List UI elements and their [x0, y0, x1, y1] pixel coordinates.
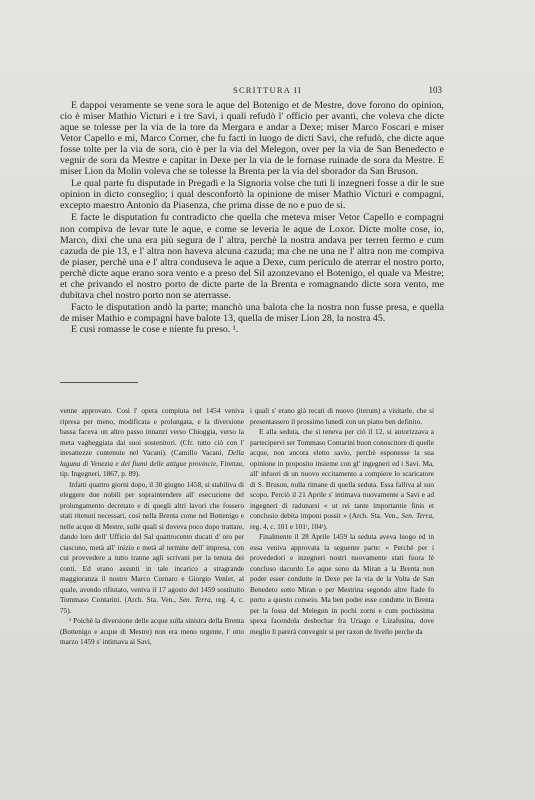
main-paragraph-2: Le qual parte fu disputade in Pregadi e la Signoria volse che tuti li inzegneri fosse a dir le sue opinion in dicto conseglio; i qual desconfortò la opinione de miser Mathio Victuri e compagni, excepto maestro Antonio da Piasenza, che prima disse de no e puo de si.: [60, 178, 444, 212]
page-header: [0, 85, 535, 97]
footnote-paragraph: i quali s' erano già recati di nuovo (iterum) a visitarle, che si presentassero il prossimo lunedì con un piano ben definito.: [250, 406, 434, 426]
main-paragraph-4: Facto le disputation andò la parte; manchò una balota che la nostra non fusse presa, e quella de miser Mathio e compagni have balote 13, quella de miser Lion 28, la nostra 45.: [60, 301, 444, 324]
page-number: 103: [428, 85, 442, 95]
footnote-text: E alla seduta, che si teneva per ciò il 12, si autorizzava a partecipervi ser Tommaso Contarini buon conoscitore di quelle acque, non ancora eletto savio, perchè esponesse la sua opinione in proposito insieme con gl' ingegneri ed i Savi. Ma, all' infuori di un nuovo eccitamento a compiere lo scaricatore di S. Bruson, nulla rimane di quella seduta. Essa falliva al suo scopo. Perciò il 21 Aprile s' intimava nuovamente a Savi e ad ingegneri di radunarsi « ut rei tante importantie finis et conclusio debita imponi possit » (Arch. Sta. Ven.,: [250, 427, 434, 520]
footnote-paragraph: Finalmente il 28 Aprile 1459 la seduta aveva luogo ed in essa veniva approvata la seguente parte: « Perchè per i provededori e inzegneri nostri nuovamente stati fuora lè concluso dacordo Le aque sono da Miran a la Brenta non poder esser condutte in Dexe per la via de la Volta de San Benedeto sotto Miran e per Mestrina segondo altre fiade fo porto a questo conseio. Ma ben poder esse condutte in Brenta per la fossa del Melegon in pochi zorni e cum pochissima spexa facendola desbochar fra Uriago e Lizafusina, dove meglio li parerà convegnir si per raxon de livello perche da: [250, 532, 434, 636]
footnote-paragraph: [250, 427, 434, 532]
footnote-text: , Firenze, tip. Ingegneri, 1867, p. 89).: [60, 458, 244, 478]
running-title: SCRITTURA II: [233, 85, 302, 95]
main-paragraph-5: E cusi romasse le cose e niente fu preso. ¹.: [71, 323, 239, 335]
main-paragraph-3: E facte le disputation fu contradicto che quella che meteva miser Vetor Capello e compagni non compiva de levar tute le aque, e come se leveria le aque de Loxor. Dicte molte cose, io, Marco, dixi che una era più segura de l' altra, perchè la nostra andava per terren fermo e cum cazuda de pie 13, e l' altra non haveva alcuna cazuda; ma che ne una ne l' altra non me compiva de piaser, perchè una e l' altra conduseva le aque a Dexe, cum periculo de aterrar el nostro porto, perchè dicte aque erano sora vento e a preso del Sil azonzevano el Botenigo, el quale va Mestre; et che privando el nostro porto de dicte parte de la Brenta e romagnando dicte sora vento, me dubitava chel nostro porto non se aterrasse.: [60, 212, 444, 301]
footnote-text: , reg. 4, c. 75).: [60, 595, 244, 615]
footnote-text: Infatti quattro giorni dopo, il 30 giugno 1458, si stabiliva di eleggere due nobili per sopraintendere all' esecuzione del prolungamento decretato e di quegli altri lavori che fossero stati ritenuti necessari, così nella Brenta come nel Bottenigo e nelle acque di Mestre, sulle quali si doveva poco dopo trattare, dando loro dell' Ufficio del Sal quattrocento ducati d' oro per ciascuno, metà all' inizio e metà al termine dell' impresa, con cui provvedere a tutto tranne agli scrivani per la tenuta dei conti. Ed erano assunti in tale incarico a stragrande maggioranza il nostro Marco Cornaro e Giorgio Venier, al quale, avendo rifiutato, veniva il 17 agosto del 1459 sostituito Tommaso Contarini. (Arch. Sta. Ven.,: [60, 479, 244, 604]
footnote-paragraph: [60, 406, 244, 480]
footnotes-left-column: [60, 406, 244, 648]
footnote-book-title: Della laguna di Venezia e dei fiumi delle attigue provincie: [60, 448, 244, 468]
footnote-source: Sen. Terra: [401, 511, 433, 520]
footnote-source: Sen. Terra: [179, 595, 211, 604]
footnote-paragraph: ¹ Poichè la diversione delle acque sulla sinistra della Brenta (Bottenigo e acque di Mestre) non era meno urgente, l' otto marzo 1459 s' intimava ai Savi,: [60, 616, 244, 646]
main-paragraph-1: E dappoi veramente se vene sora le aque del Botenigo et de Mestre, dove forono do opinion, cio è miser Mathio Victuri e i tre Savi, i quali refudò l' officio per avanti, che voleva che dicte aque se tolesse per la via de la tore da Mergara e andar a Dexe; miser Marco Foscari e miser Vetor Capello e mi, Marco Corner, che fu facti in luogo de dicti Savi, che refudò, che dicte aque fosse tolte per la via de sora, cio è per la via del Melegon, over per la via de San Benedecto e vegnir de sora da Mestre e capitar in Dexe per la via de le fornase ruinade de sora da Mestre. E miser Lion da Molin voleva che se tolesse la Brenta per la via del sborador da San Bruson.: [60, 100, 444, 178]
footnotes-right-column: [250, 406, 434, 637]
footnote-text: venne approvato. Così l' opera compiuta nel 1454 veniva ripresa per meno, modificata e prolungata, e la diversione bassa faceva un altro passo innanzi verso Chioggia, verso la meta vagheggiata dai suoi sostenitori. (Cfr. tutto ciò con l' inesattezze contenute nel Vacani). (Camillo Vacani,: [60, 406, 244, 457]
footnote-paragraph: [60, 480, 244, 617]
footnote-text: , reg. 4, c. 101 e 101ᵗ, 104ᵗ).: [250, 511, 434, 531]
footnote-separator: [60, 382, 138, 383]
main-text: [60, 100, 444, 335]
